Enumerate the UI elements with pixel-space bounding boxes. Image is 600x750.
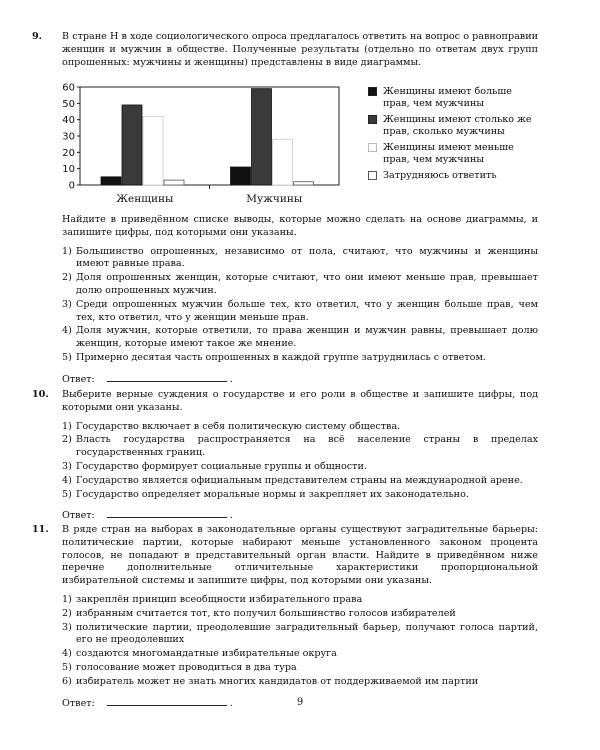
option-text: Доля мужчин, которые ответили, то права женщин и мужчин равны, превышает долю женщин, которые имеют такое же мнение. xyxy=(76,325,538,350)
question-10 xyxy=(32,389,538,523)
question-text: В стране Н в ходе социологического опроса предлагалось ответить на вопрос о равноправии женщин и мужчин в обществе. Полученные результаты (отдельно по ответам двух групп опрошенных: мужчины и женщины) представлены в виде диаграммы. xyxy=(62,31,538,68)
page-number: 9 xyxy=(296,697,304,708)
legend-label: Женщины имеют больше прав, чем мужчины xyxy=(383,86,512,109)
option-text: Государство формирует социальные группы и общности. xyxy=(76,460,367,472)
list-item xyxy=(62,461,538,474)
list-item xyxy=(62,676,538,689)
list-item xyxy=(62,246,538,272)
list-item xyxy=(62,648,538,661)
list-item xyxy=(62,434,538,460)
options-list xyxy=(62,246,538,365)
x-category-label: Мужчины xyxy=(246,193,303,205)
option-text: голосование может проводиться в два тура xyxy=(76,661,297,673)
legend-swatch xyxy=(368,171,377,180)
option-number: 2) xyxy=(62,607,72,619)
answer-row xyxy=(62,508,538,523)
option-number: 5) xyxy=(62,488,72,500)
legend-label: Женщины имеют столько же прав, сколько мужчины xyxy=(383,114,532,137)
legend-swatch xyxy=(368,143,377,152)
bar xyxy=(164,180,184,185)
list-item xyxy=(62,272,538,298)
option-text: закреплён принцип всеобщности избирательного права xyxy=(76,593,363,605)
list-item xyxy=(62,475,538,488)
plot-frame xyxy=(80,87,339,185)
option-number: 4) xyxy=(62,474,72,486)
legend-item xyxy=(368,114,538,137)
list-item xyxy=(62,325,538,351)
chart-legend xyxy=(368,86,538,187)
y-tick-label: 20 xyxy=(62,147,75,159)
option-number: 3) xyxy=(62,460,72,472)
list-item xyxy=(62,662,538,675)
option-text: Большинство опрошенных, независимо от пола, считают, что мужчины и женщины имеют равные права. xyxy=(76,245,538,270)
answer-row xyxy=(62,372,538,387)
list-item xyxy=(62,489,538,502)
y-tick-label: 10 xyxy=(62,164,75,176)
option-number: 3) xyxy=(62,621,72,633)
question-number: 9. xyxy=(32,31,43,42)
legend-item xyxy=(368,142,538,165)
bar xyxy=(294,182,314,185)
bar xyxy=(273,139,293,185)
option-text: Доля опрошенных женщин, которые считают, что они имеют меньше прав, превышает долю опрошенных мужчин. xyxy=(76,272,538,296)
legend-label: Затрудняюсь ответить xyxy=(383,170,497,181)
list-item xyxy=(62,608,538,621)
option-text: Примерно десятая часть опрошенных в каждой группе затруднилась с ответом. xyxy=(76,351,486,363)
legend-item xyxy=(368,86,538,109)
question-text: Выберите верные суждения о государстве и его роли в обществе и запишите цифры, под которыми они указаны. xyxy=(62,389,538,413)
question-9 xyxy=(32,31,538,69)
option-number: 6) xyxy=(62,675,72,687)
legend-swatch xyxy=(368,115,377,124)
answer-field[interactable] xyxy=(107,508,227,518)
question-number: 10. xyxy=(32,389,49,400)
bar-chart xyxy=(62,80,362,210)
option-text: политические партии, преодолевшие заградительный барьер, получают голоса партий, его не преодолевших xyxy=(76,621,538,646)
option-number: 1) xyxy=(62,593,72,605)
answer-label: Ответ: xyxy=(62,373,95,385)
list-item xyxy=(62,352,538,365)
question-number: 11. xyxy=(32,524,49,535)
option-text: Власть государства распространяется на всё население страны в пределах государственных границ. xyxy=(76,434,538,459)
option-text: Государство является официальным представителем страны на международной арене. xyxy=(76,474,523,486)
option-text: Государство включает в себя политическую систему общества. xyxy=(76,420,401,432)
option-text: создаются многомандатные избирательные округа xyxy=(76,648,337,660)
list-item xyxy=(62,299,538,325)
list-item xyxy=(62,622,538,648)
question-9-body xyxy=(62,214,538,387)
bar xyxy=(143,116,163,185)
options-list xyxy=(62,421,538,502)
option-number: 1) xyxy=(62,245,72,257)
legend-swatch xyxy=(368,87,377,96)
answer-end: . xyxy=(229,510,233,522)
question-text: В ряде стран на выборах в законодательные органы существуют заградительные барьеры: политические партии, которые набирают меньше установленного законом процента голосов, не попадают в представительный орган власти. Найдите в приведённом ниже перечне дополнительные отличительные характеристики пропорциональной избирательной системы и запишите цифры, под которыми они указаны. xyxy=(62,524,538,587)
answer-end: . xyxy=(229,373,233,385)
bar xyxy=(252,89,272,185)
y-tick-label: 0 xyxy=(68,180,75,192)
option-text: избранным считается тот, кто получил большинство голосов избирателей xyxy=(76,607,456,619)
bar xyxy=(101,177,121,185)
option-text: Среди опрошенных мужчин больше тех, кто ответил, что у женщин больше прав, чем тех, кто ответил, что у женщин меньше прав. xyxy=(76,298,538,323)
legend-label: Женщины имеют меньше прав, чем мужчины xyxy=(383,142,514,165)
option-number: 3) xyxy=(62,298,72,310)
list-item xyxy=(62,421,538,434)
question-11 xyxy=(32,524,538,710)
option-text: Государство определяет моральные нормы и закрепляет их законодательно. xyxy=(76,488,469,500)
answer-end: . xyxy=(229,697,233,709)
option-number: 4) xyxy=(62,648,72,660)
option-number: 5) xyxy=(62,351,72,363)
y-tick-label: 40 xyxy=(62,115,75,127)
option-text: избиратель может не знать многих кандидатов от поддерживаемой им партии xyxy=(76,675,479,687)
answer-field[interactable] xyxy=(107,372,227,382)
list-item xyxy=(62,594,538,607)
y-tick-label: 50 xyxy=(62,98,75,110)
option-number: 2) xyxy=(62,272,72,284)
bar xyxy=(122,105,142,185)
bar xyxy=(231,167,251,185)
option-number: 4) xyxy=(62,325,72,337)
option-number: 2) xyxy=(62,434,72,446)
question-prompt: Найдите в приведённом списке выводы, которые можно сделать на основе диаграммы, и запишите цифры, под которыми они указаны. xyxy=(62,214,538,238)
answer-label: Ответ: xyxy=(62,697,95,709)
options-list xyxy=(62,594,538,689)
x-category-label: Женщины xyxy=(116,193,174,205)
y-tick-label: 30 xyxy=(62,131,75,143)
y-tick-label: 60 xyxy=(62,82,75,94)
legend-item xyxy=(368,170,538,182)
option-number: 5) xyxy=(62,661,72,673)
answer-label: Ответ: xyxy=(62,510,95,522)
option-number: 1) xyxy=(62,420,72,432)
